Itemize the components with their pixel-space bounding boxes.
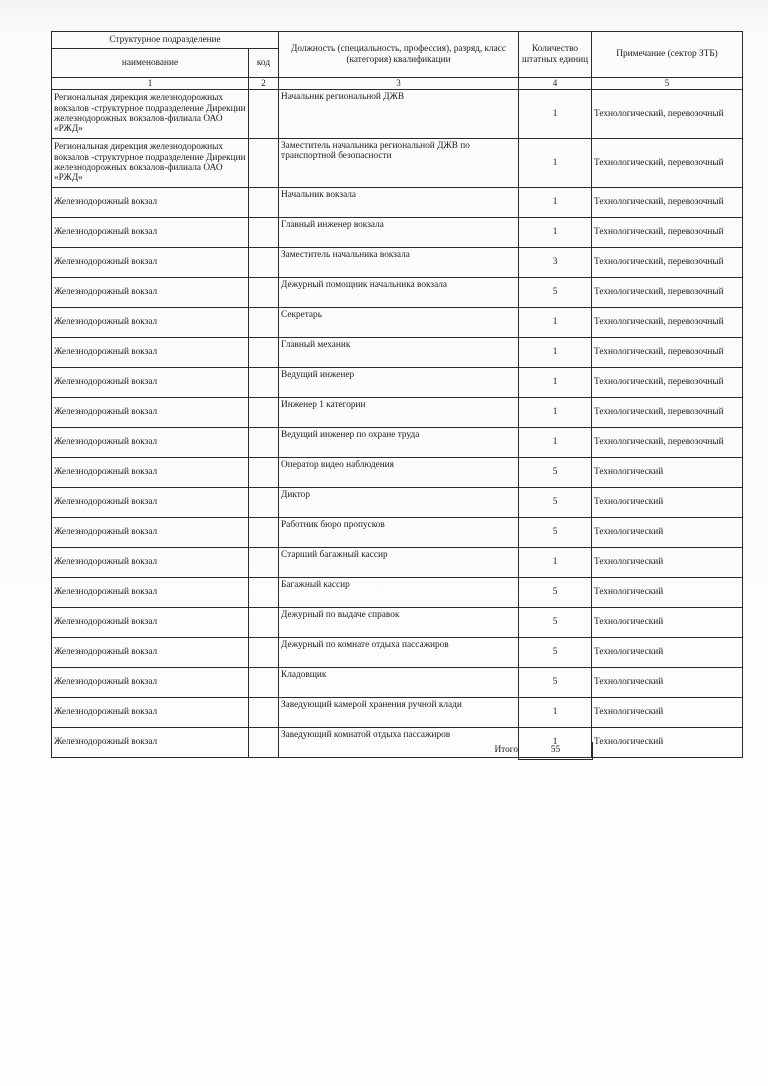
column-number: 1 bbox=[52, 78, 249, 90]
count-cell: 1 bbox=[519, 139, 592, 188]
note-cell: Технологический bbox=[592, 728, 743, 758]
unit-cell: Железнодорожный вокзал bbox=[52, 428, 249, 458]
unit-cell: Железнодорожный вокзал bbox=[52, 578, 249, 608]
code-cell bbox=[249, 548, 279, 578]
table-row bbox=[52, 608, 743, 638]
count-cell: 1 bbox=[519, 428, 592, 458]
position-cell: Ведущий инженер bbox=[279, 368, 519, 398]
position-cell: Багажный кассир bbox=[279, 578, 519, 608]
note-cell: Технологический bbox=[592, 638, 743, 668]
position-cell: Инженер 1 категории bbox=[279, 398, 519, 428]
note-cell: Технологический, перевозочный bbox=[592, 338, 743, 368]
code-cell bbox=[249, 518, 279, 548]
position-cell: Начальник вокзала bbox=[279, 188, 519, 218]
unit-cell: Железнодорожный вокзал bbox=[52, 488, 249, 518]
position-cell: Заместитель начальника вокзала bbox=[279, 248, 519, 278]
column-number: 3 bbox=[279, 78, 519, 90]
unit-cell: Железнодорожный вокзал bbox=[52, 518, 249, 548]
table-row bbox=[52, 668, 743, 698]
code-cell bbox=[249, 698, 279, 728]
position-cell: Старший багажный кассир bbox=[279, 548, 519, 578]
note-cell: Технологический bbox=[592, 518, 743, 548]
note-cell: Технологический, перевозочный bbox=[592, 188, 743, 218]
table-row bbox=[52, 218, 743, 248]
note-cell: Технологический, перевозочный bbox=[592, 248, 743, 278]
code-cell bbox=[249, 578, 279, 608]
table-row bbox=[52, 548, 743, 578]
count-cell: 1 bbox=[519, 728, 592, 758]
header-unit-group: Структурное подразделение bbox=[52, 32, 279, 49]
note-cell: Технологический bbox=[592, 608, 743, 638]
note-cell: Технологический bbox=[592, 488, 743, 518]
note-cell: Технологический, перевозочный bbox=[592, 428, 743, 458]
table-row bbox=[52, 248, 743, 278]
unit-cell: Железнодорожный вокзал bbox=[52, 458, 249, 488]
unit-cell: Железнодорожный вокзал bbox=[52, 728, 249, 758]
code-cell bbox=[249, 428, 279, 458]
position-cell: Ведущий инженер по охране труда bbox=[279, 428, 519, 458]
table-row bbox=[52, 578, 743, 608]
position-cell: Заместитель начальника региональной ДЖВ по транспортной безопасности bbox=[279, 139, 519, 188]
note-cell: Технологический bbox=[592, 458, 743, 488]
note-cell: Технологический bbox=[592, 698, 743, 728]
header-note: Примечание (сектор ЗТБ) bbox=[592, 32, 743, 78]
table-row bbox=[52, 458, 743, 488]
table-row bbox=[52, 698, 743, 728]
code-cell bbox=[249, 398, 279, 428]
count-cell: 1 bbox=[519, 338, 592, 368]
column-number: 5 bbox=[592, 78, 743, 90]
count-cell: 1 bbox=[519, 308, 592, 338]
count-cell: 3 bbox=[519, 248, 592, 278]
unit-cell: Железнодорожный вокзал bbox=[52, 188, 249, 218]
note-cell: Технологический bbox=[592, 548, 743, 578]
column-number: 4 bbox=[519, 78, 592, 90]
count-cell: 5 bbox=[519, 278, 592, 308]
position-cell: Заведующий камерой хранения ручной клади bbox=[279, 698, 519, 728]
position-cell: Дежурный по комнате отдыха пассажиров bbox=[279, 638, 519, 668]
column-numbers-row bbox=[52, 78, 743, 90]
note-cell: Технологический, перевозочный bbox=[592, 278, 743, 308]
position-cell: Кладовщик bbox=[279, 668, 519, 698]
code-cell bbox=[249, 248, 279, 278]
count-cell: 1 bbox=[519, 188, 592, 218]
table-row bbox=[52, 278, 743, 308]
unit-cell: Железнодорожный вокзал bbox=[52, 698, 249, 728]
note-cell: Технологический bbox=[592, 668, 743, 698]
unit-cell: Железнодорожный вокзал bbox=[52, 368, 249, 398]
count-cell: 5 bbox=[519, 488, 592, 518]
unit-cell: Железнодорожный вокзал bbox=[52, 278, 249, 308]
column-number: 2 bbox=[249, 78, 279, 90]
unit-cell: Железнодорожный вокзал bbox=[52, 638, 249, 668]
header-position: Должность (специальность, профессия), разряд, класс (категория) квалификации bbox=[279, 32, 519, 78]
unit-cell: Железнодорожный вокзал bbox=[52, 248, 249, 278]
total-label: Итого bbox=[494, 745, 518, 755]
count-cell: 1 bbox=[519, 218, 592, 248]
unit-cell: Железнодорожный вокзал bbox=[52, 338, 249, 368]
unit-cell: Железнодорожный вокзал bbox=[52, 608, 249, 638]
position-cell: Заведующий комнатой отдыха пассажиров bbox=[279, 728, 519, 758]
position-cell: Работник бюро пропусков bbox=[279, 518, 519, 548]
table-row bbox=[52, 139, 743, 188]
table-row bbox=[52, 308, 743, 338]
unit-cell: Железнодорожный вокзал bbox=[52, 308, 249, 338]
table-row bbox=[52, 488, 743, 518]
count-cell: 1 bbox=[519, 698, 592, 728]
note-cell: Технологический bbox=[592, 578, 743, 608]
code-cell bbox=[249, 139, 279, 188]
note-cell: Технологический, перевозочный bbox=[592, 398, 743, 428]
header-row-1 bbox=[52, 32, 743, 49]
position-cell: Секретарь bbox=[279, 308, 519, 338]
unit-cell: Железнодорожный вокзал bbox=[52, 398, 249, 428]
code-cell bbox=[249, 458, 279, 488]
code-cell bbox=[249, 218, 279, 248]
count-cell: 1 bbox=[519, 90, 592, 139]
table-row bbox=[52, 398, 743, 428]
count-cell: 5 bbox=[519, 608, 592, 638]
code-cell bbox=[249, 668, 279, 698]
table-row bbox=[52, 338, 743, 368]
unit-cell: Железнодорожный вокзал bbox=[52, 218, 249, 248]
note-cell: Технологический, перевозочный bbox=[592, 368, 743, 398]
unit-cell: Региональная дирекция железнодорожных вокзалов -структурное подразделение Дирекции железнодорожных вокзалов-филиала ОАО «РЖД» bbox=[52, 139, 249, 188]
note-cell: Технологический, перевозочный bbox=[592, 90, 743, 139]
count-cell: 5 bbox=[519, 638, 592, 668]
table-row bbox=[52, 188, 743, 218]
count-cell: 1 bbox=[519, 548, 592, 578]
code-cell bbox=[249, 368, 279, 398]
code-cell bbox=[249, 278, 279, 308]
count-cell: 5 bbox=[519, 518, 592, 548]
code-cell bbox=[249, 638, 279, 668]
unit-cell: Региональная дирекция железнодорожных вокзалов -структурное подразделение Дирекции железнодорожных вокзалов-филиала ОАО «РЖД» bbox=[52, 90, 249, 139]
count-cell: 5 bbox=[519, 458, 592, 488]
count-cell: 5 bbox=[519, 668, 592, 698]
note-cell: Технологический, перевозочный bbox=[592, 218, 743, 248]
position-cell: Дежурный помощник начальника вокзала bbox=[279, 278, 519, 308]
header-count: Количество штатных единиц bbox=[519, 32, 592, 78]
note-cell: Технологический, перевозочный bbox=[592, 139, 743, 188]
code-cell bbox=[249, 188, 279, 218]
unit-cell: Железнодорожный вокзал bbox=[52, 668, 249, 698]
table-row bbox=[52, 90, 743, 139]
count-cell: 1 bbox=[519, 368, 592, 398]
code-cell bbox=[249, 90, 279, 139]
position-cell: Главный механик bbox=[279, 338, 519, 368]
header-code: код bbox=[249, 49, 279, 78]
code-cell bbox=[249, 338, 279, 368]
table-row bbox=[52, 368, 743, 398]
unit-cell: Железнодорожный вокзал bbox=[52, 548, 249, 578]
header-name: наименование bbox=[52, 49, 249, 78]
table-row bbox=[52, 428, 743, 458]
note-cell: Технологический, перевозочный bbox=[592, 308, 743, 338]
count-cell: 5 bbox=[519, 578, 592, 608]
position-cell: Оператор видео наблюдения bbox=[279, 458, 519, 488]
position-cell: Диктор bbox=[279, 488, 519, 518]
position-cell: Начальник региональной ДЖВ bbox=[279, 90, 519, 139]
count-cell: 1 bbox=[519, 398, 592, 428]
position-cell: Главный инженер вокзала bbox=[279, 218, 519, 248]
table-row bbox=[52, 518, 743, 548]
staffing-table bbox=[51, 31, 743, 758]
total-row bbox=[51, 742, 593, 760]
total-value: 55 bbox=[518, 742, 593, 760]
code-cell bbox=[249, 308, 279, 338]
table-row bbox=[52, 638, 743, 668]
position-cell: Дежурный по выдаче справок bbox=[279, 608, 519, 638]
code-cell bbox=[249, 488, 279, 518]
code-cell bbox=[249, 608, 279, 638]
